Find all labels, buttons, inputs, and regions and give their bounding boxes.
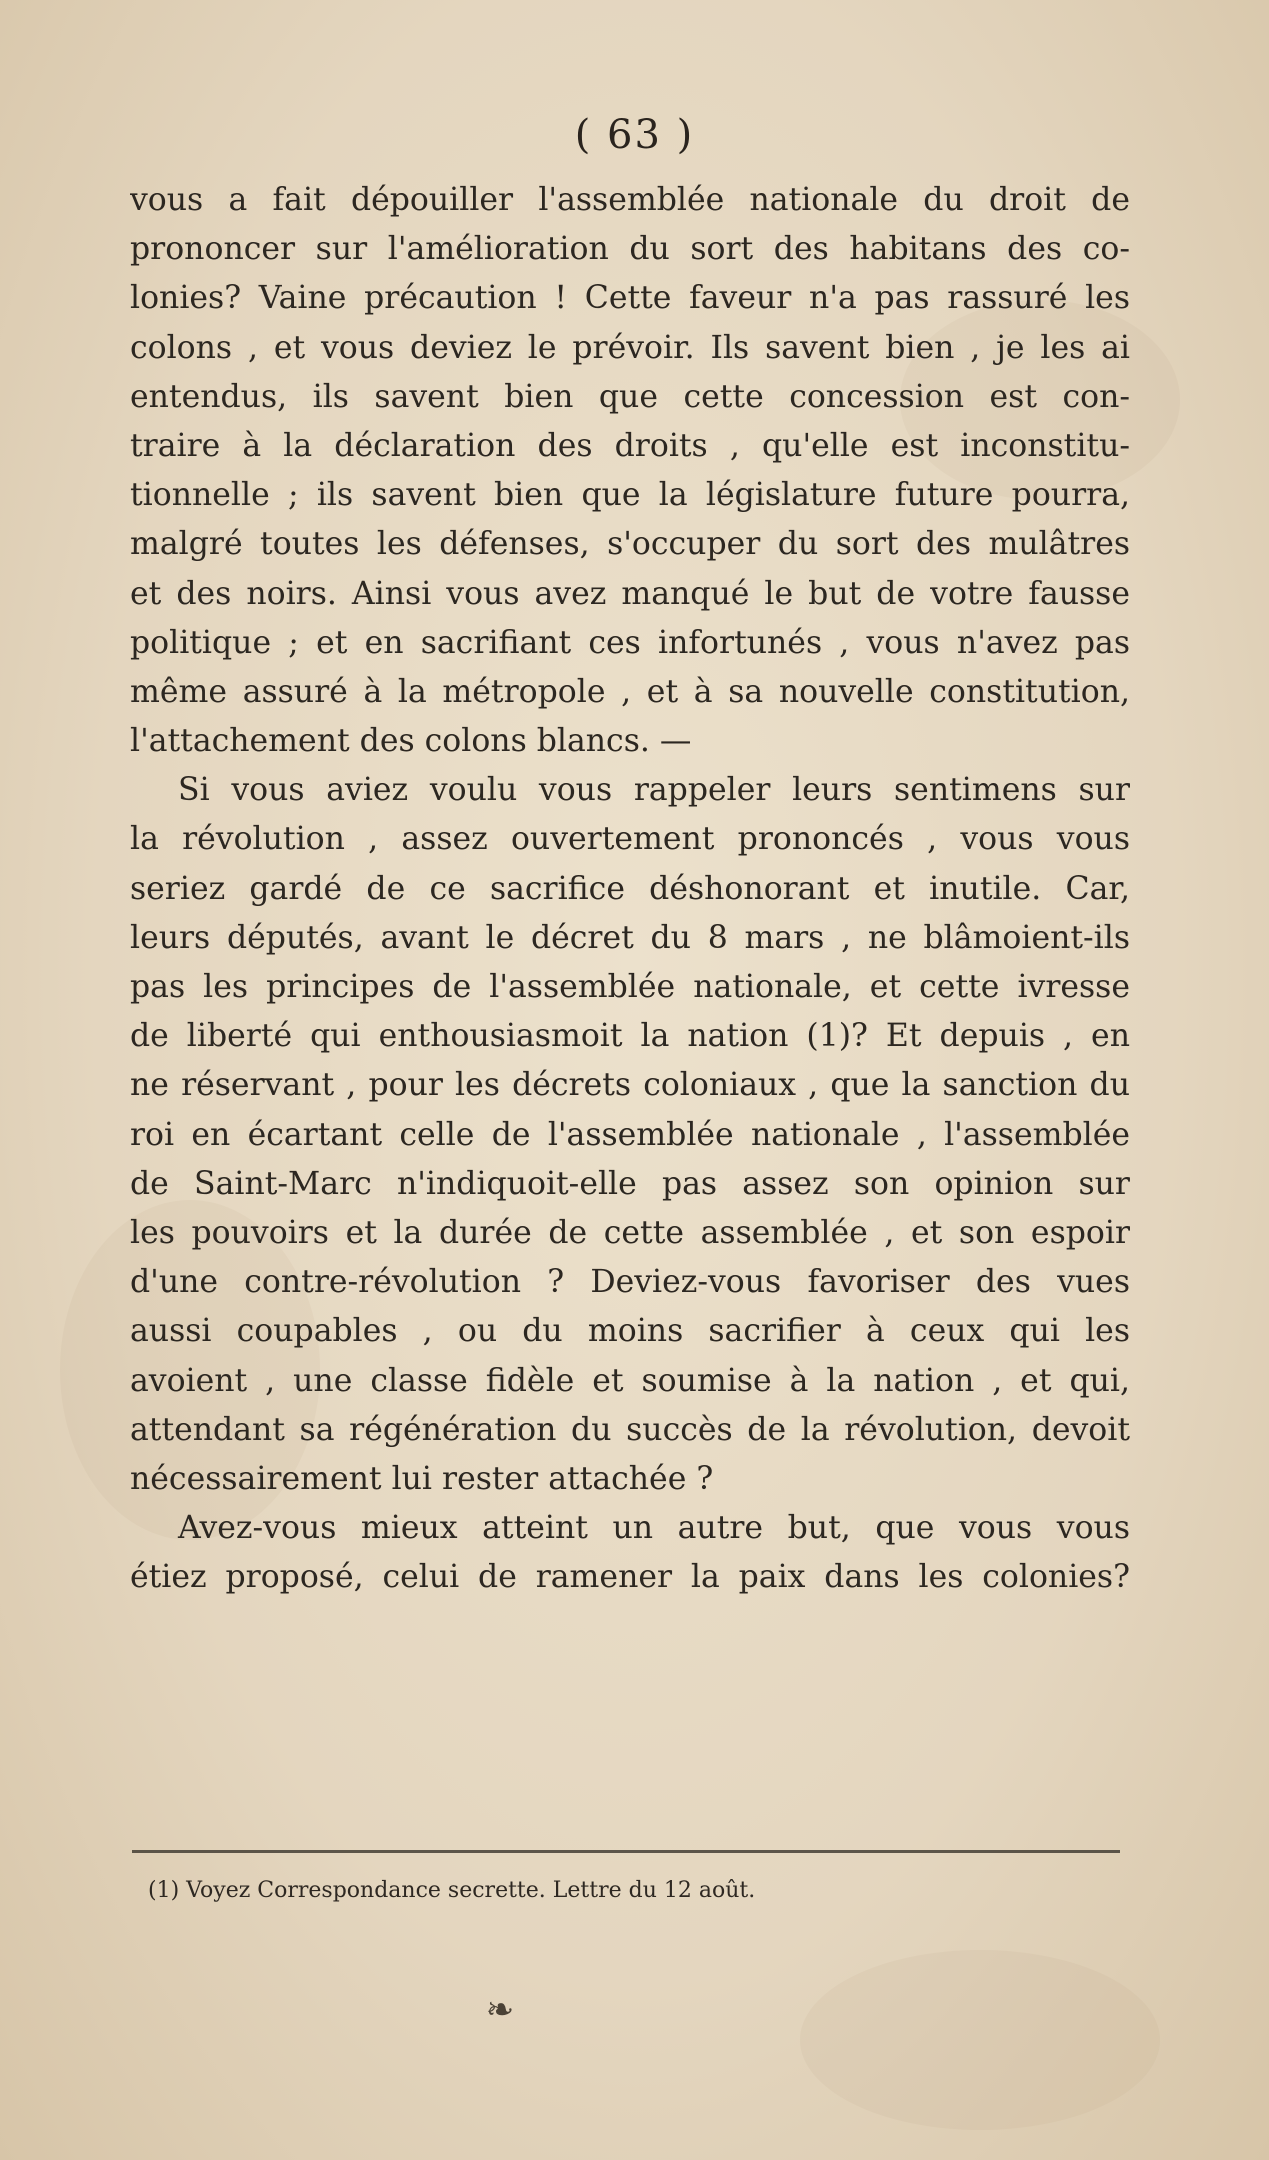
text-line: la révolution , assez ouvertement prononcés , vous vous bbox=[130, 821, 1130, 858]
ornament-icon: ❧ bbox=[485, 1990, 515, 2030]
text-line: ne réservant , pour les décrets coloniaux , que la sanction du bbox=[130, 1067, 1130, 1104]
text-line: leurs députés, avant le décret du 8 mars , ne blâmoient-ils bbox=[130, 919, 1130, 956]
text-line: étiez proposé, celui de ramener la paix dans les colonies? bbox=[130, 1559, 1130, 1596]
paper-stain bbox=[800, 1950, 1160, 2130]
page-number-header: ( 63 ) bbox=[574, 112, 695, 158]
text-line: aussi coupables , ou du moins sacrifier à ceux qui les bbox=[130, 1313, 1130, 1350]
footnote: (1) Voyez Correspondance secrette. Lettre du 12 août. bbox=[148, 1878, 756, 1903]
text-line: malgré toutes les défenses, s'occuper du sort des mulâtres bbox=[130, 526, 1130, 563]
text-line: lonies? Vaine précaution ! Cette faveur n'a pas rassuré les bbox=[130, 280, 1130, 317]
text-line: entendus, ils savent bien que cette concession est con- bbox=[130, 378, 1130, 415]
text-line: attendant sa régénération du succès de la révolution, devoit bbox=[130, 1411, 1130, 1448]
paragraph-start-line: Avez-vous mieux atteint un autre but, que vous vous bbox=[178, 1510, 1130, 1547]
text-line: même assuré à la métropole , et à sa nouvelle constitution, bbox=[130, 673, 1130, 710]
text-line: avoient , une classe fidèle et soumise à la nation , et qui, bbox=[130, 1362, 1130, 1399]
text-line: prononcer sur l'amélioration du sort des habitans des co- bbox=[130, 231, 1130, 268]
text-line: vous a fait dépouiller l'assemblée nationale du droit de bbox=[130, 182, 1130, 218]
text-line: tionnelle ; ils savent bien que la législature future pourra, bbox=[130, 477, 1130, 514]
text-line: colons , et vous deviez le prévoir. Ils savent bien , je les ai bbox=[130, 329, 1130, 366]
text-line: et des noirs. Ainsi vous avez manqué le but de votre fausse bbox=[130, 575, 1130, 612]
text-line: pas les principes de l'assemblée nationale, et cette ivresse bbox=[130, 969, 1130, 1005]
text-line: de liberté qui enthousiasmoit la nation (1)? Et depuis , en bbox=[130, 1018, 1130, 1055]
text-line: traire à la déclaration des droits , qu'elle est inconstitu- bbox=[130, 427, 1130, 464]
text-line: l'attachement des colons blancs. — bbox=[130, 723, 692, 760]
paragraph-start-line: Si vous aviez voulu vous rappeler leurs sentimens sur bbox=[178, 772, 1130, 809]
text-line: roi en écartant celle de l'assemblée nationale , l'assemblée bbox=[130, 1116, 1130, 1153]
text-line: seriez gardé de ce sacrifice déshonorant et inutile. Car, bbox=[130, 870, 1130, 907]
text-line: politique ; et en sacrifiant ces infortunés , vous n'avez pas bbox=[130, 624, 1130, 661]
text-line: les pouvoirs et la durée de cette assemblée , et son espoir bbox=[130, 1214, 1130, 1251]
page-body-text bbox=[130, 176, 1130, 1602]
text-line: de Saint-Marc n'indiquoit-elle pas assez son opinion sur bbox=[130, 1165, 1130, 1202]
footnote-separator-rule bbox=[132, 1850, 1120, 1853]
text-line: d'une contre-révolution ? Deviez-vous favoriser des vues bbox=[130, 1264, 1130, 1301]
text-line: nécessairement lui rester attachée ? bbox=[130, 1460, 714, 1497]
